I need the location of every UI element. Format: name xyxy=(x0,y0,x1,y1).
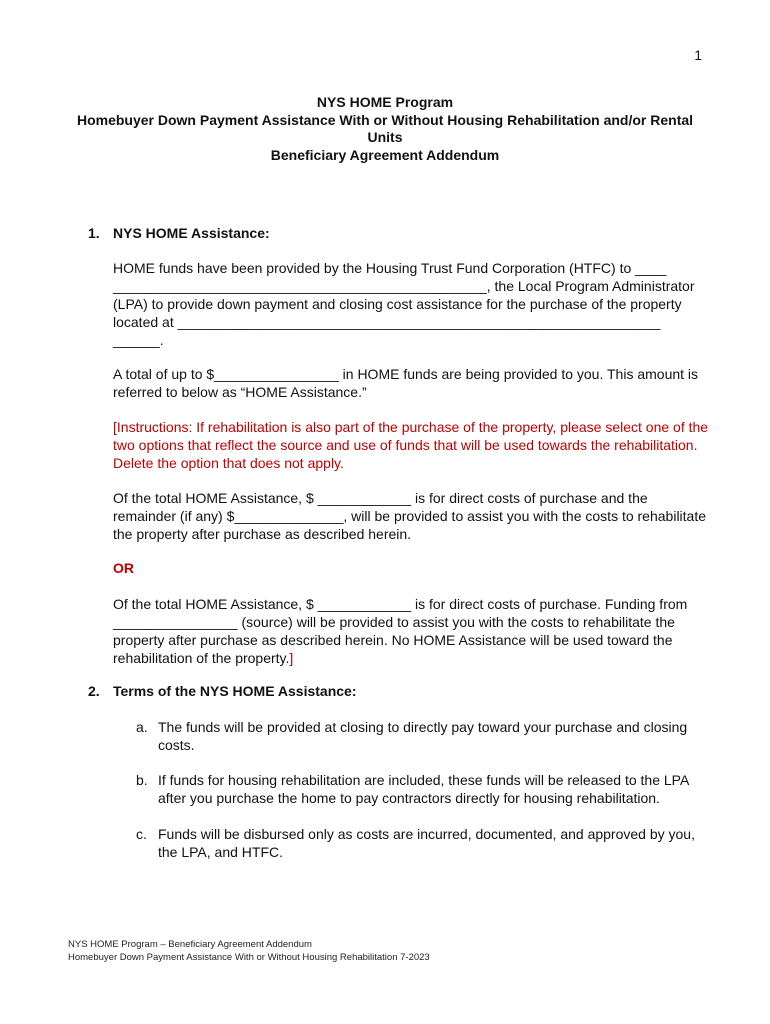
option-2-text: Of the total HOME Assistance, $ ____________ is for direct costs of purchase. Funding from ________________ (source) will be provided to assist you with the costs to rehabilitate the property after purchase as described herein. No HOME Assistance will be used toward the rehabilitation of the property. xyxy=(113,596,688,666)
section-1-paragraph-funding: HOME funds have been provided by the Housing Trust Fund Corporation (HTFC) to ____ ________________________________________________, the Local Program Administrator (LPA) to provide down payment and closing cost assistance for the purchase of the property located at ______________________________________________________________ ______. xyxy=(113,260,695,348)
document-title xyxy=(70,94,700,164)
section-1-number: 1. xyxy=(88,225,100,241)
option-2-paragraph xyxy=(113,595,713,667)
option-2-bracket: ] xyxy=(289,650,294,666)
section-2-heading xyxy=(88,683,357,699)
title-line-program: NYS HOME Program xyxy=(316,94,454,110)
list-item xyxy=(136,718,706,754)
title-line-units: Units xyxy=(367,129,403,145)
footer-line-2: Homebuyer Down Payment Assistance With or Without Housing Rehabilitation 7-2023 xyxy=(68,952,430,963)
list-item-letter: b. xyxy=(136,772,148,788)
section-2-number: 2. xyxy=(88,683,100,699)
section-2-title: Terms of the NYS HOME Assistance: xyxy=(113,683,357,699)
section-1-heading xyxy=(88,225,270,241)
list-item-text: The funds will be provided at closing to directly pay toward your purchase and closing costs. xyxy=(158,719,688,753)
page-footer xyxy=(68,938,430,964)
title-line-subject: Homebuyer Down Payment Assistance With or Without Housing Rehabilitation and/or Rental xyxy=(76,111,694,128)
page-number: 1 xyxy=(694,47,702,63)
list-item-text: If funds for housing rehabilitation are included, these funds will be released to the LPA after you purchase the home to pay contractors directly for housing rehabilitation. xyxy=(158,772,689,806)
list-item xyxy=(136,825,706,861)
instructions-note: [Instructions: If rehabilitation is also part of the purchase of the property, please select one of the two options that reflect the source and use of funds that will be used towards the rehabilitation. Delete the option that does not apply. xyxy=(113,419,709,471)
title-line-addendum: Beneficiary Agreement Addendum xyxy=(270,146,500,163)
option-1-paragraph: Of the total HOME Assistance, $ ____________ is for direct costs of purchase and the remainder (if any) $______________, will be provided to assist you with the costs to rehabilitate the property after purchase as described herein. xyxy=(113,490,707,542)
list-item xyxy=(136,771,706,807)
list-item-letter: a. xyxy=(136,719,148,735)
section-1-paragraph-total: A total of up to $________________ in HOME funds are being provided to you. This amount is referred to below as “HOME Assistance.” xyxy=(113,366,699,400)
section-1-title: NYS HOME Assistance: xyxy=(113,225,270,241)
footer-line-1: NYS HOME Program – Beneficiary Agreement Addendum xyxy=(68,939,312,950)
or-separator: OR xyxy=(113,560,134,576)
list-item-letter: c. xyxy=(136,826,147,842)
list-item-text: Funds will be disbursed only as costs are incurred, documented, and approved by you, the LPA, and HTFC. xyxy=(158,826,695,860)
